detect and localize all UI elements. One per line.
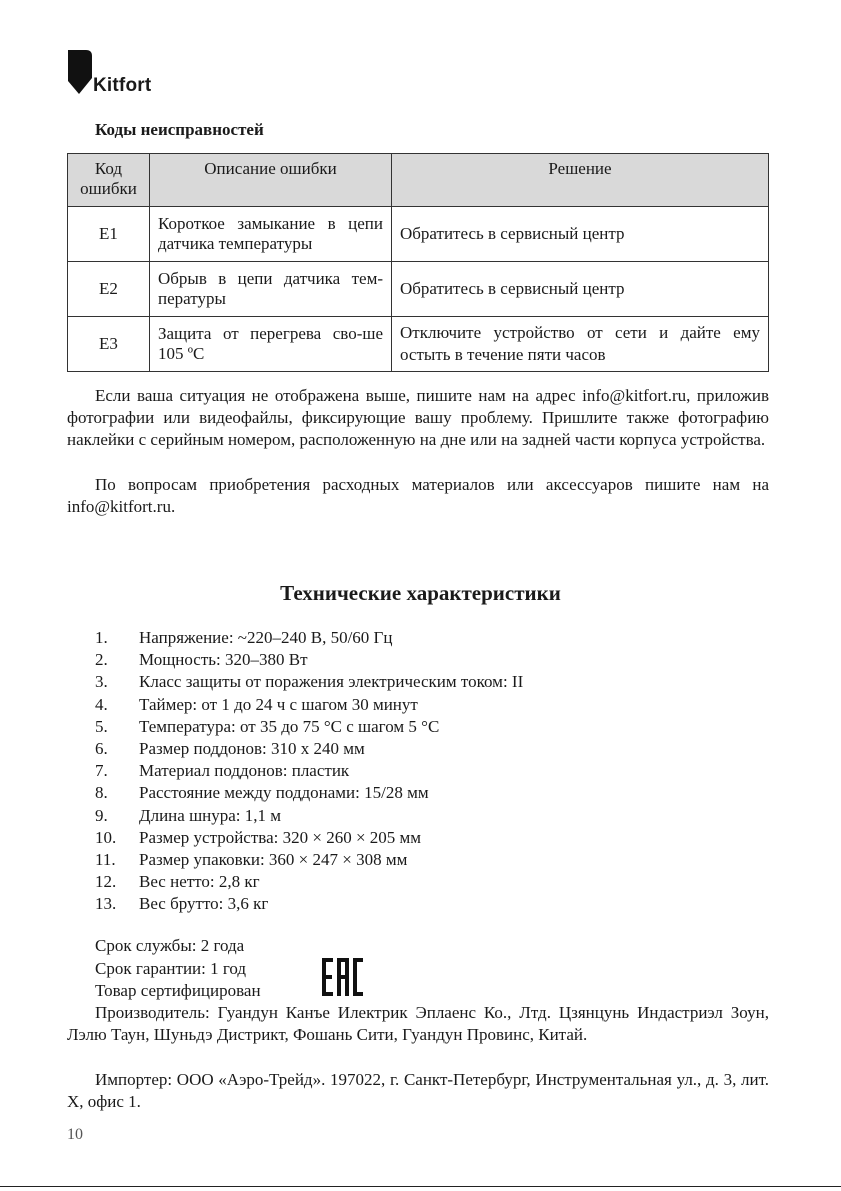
item-number: 4.: [95, 694, 108, 714]
item-number: 5.: [95, 716, 108, 736]
item-number: 8.: [95, 783, 108, 803]
errors-heading: Коды неисправностей: [95, 120, 264, 139]
item-number: 11.: [95, 850, 116, 870]
list-item: [95, 671, 523, 693]
list-item: [95, 716, 523, 738]
column-header-solution: Решение: [392, 154, 769, 207]
error-codes-table: [67, 153, 769, 372]
certified-note: Товар сертифицирован: [95, 981, 261, 1000]
list-item: [95, 738, 523, 760]
item-number: 7.: [95, 761, 108, 781]
brand-name: Kitfort: [93, 75, 152, 96]
list-item: [95, 893, 523, 915]
contact-paragraph: Если ваша ситуация не отображена выше, пишите нам на адрес info@kitfort.ru, приложив фотографии или видеофайлы, фиксирующие вашу проблему. Пришлите также фотографию наклейки с серийным номером, расположенную на дне или на задней части корпуса устройства.: [67, 386, 769, 450]
item-text: Класс защиты от поражения электрическим током: II: [139, 672, 524, 692]
bottom-border-line: [0, 1186, 841, 1187]
accessories-paragraph: По вопросам приобретения расходных материалов или аксессуаров пишите нам на info@kitfort.ru.: [67, 475, 769, 517]
manufacturer-paragraph: Производитель: Гуандун Канъе Илектрик Эплаенс Ко., Лтд. Цзянцунь Индастриэл Зоун, Лэлю Таун, Шуньдэ Дистрикт, Фошань Сити, Гуандун Провинс, Китай.: [67, 1003, 769, 1045]
list-item: [95, 694, 523, 716]
item-text: Вес брутто: 3,6 кг: [139, 894, 269, 914]
error-solution: Отключите устройство от сети и дайте ему остыть в течение пяти часов: [392, 317, 769, 372]
error-code: E1: [68, 207, 150, 262]
specs-title: Технические характеристики: [280, 581, 561, 605]
item-number: 6.: [95, 739, 108, 759]
column-header-code: Код ошибки: [68, 154, 150, 207]
item-text: Температура: от 35 до 75 °C с шагом 5 °C: [139, 716, 440, 736]
item-text: Размер устройства: 320 × 260 × 205 мм: [139, 827, 422, 847]
list-item: [95, 782, 523, 804]
item-text: Мощность: 320–380 Вт: [139, 650, 308, 670]
page-number: 10: [67, 1126, 83, 1143]
kitfort-logo: [67, 48, 167, 98]
table-row: [68, 317, 769, 372]
list-item: [95, 871, 523, 893]
error-description: Защита от перегрева сво-ше 105 ºC: [150, 317, 392, 372]
error-solution: Обратитесь в сервисный центр: [392, 207, 769, 262]
item-text: Материал поддонов: пластик: [139, 761, 350, 781]
error-description: Короткое замыкание в цепи датчика температуры: [150, 207, 392, 262]
item-text: Размер упаковки: 360 × 247 × 308 мм: [139, 850, 408, 870]
item-text: Вес нетто: 2,8 кг: [139, 872, 260, 892]
item-number: 1.: [95, 628, 108, 647]
table-row: [68, 262, 769, 317]
item-number: 10.: [95, 827, 117, 847]
table-row: [68, 207, 769, 262]
item-text: Напряжение: ~220–240 В, 50/60 Гц: [139, 628, 393, 647]
column-header-description: Описание ошибки: [150, 154, 392, 207]
error-description: Обрыв в цепи датчика тем-пературы: [150, 262, 392, 317]
error-code: E3: [68, 317, 150, 372]
error-solution: Обратитесь в сервисный центр: [392, 262, 769, 317]
list-item: [95, 805, 523, 827]
table-header-row: [68, 154, 769, 207]
item-number: 12.: [95, 872, 117, 892]
list-item: [95, 760, 523, 782]
service-life: Срок службы: 2 года: [95, 936, 245, 955]
item-number: 9.: [95, 805, 108, 825]
specs-list: [95, 627, 523, 916]
item-text: Размер поддонов: 310 х 240 мм: [139, 739, 365, 759]
eac-certification-mark: [322, 958, 364, 996]
list-item: [95, 649, 523, 671]
item-text: Расстояние между поддонами: 15/28 мм: [139, 783, 429, 803]
item-number: 2.: [95, 650, 108, 670]
list-item: [95, 627, 523, 649]
importer-paragraph: Импортер: ООО «Аэро-Трейд». 197022, г. Санкт-Петербург, Инструментальная ул., д. 3, лит. Х, офис 1.: [67, 1070, 769, 1112]
error-code: E2: [68, 262, 150, 317]
item-text: Таймер: от 1 до 24 ч с шагом 30 минут: [139, 694, 418, 714]
logo-mark-icon: [67, 48, 93, 96]
item-text: Длина шнура: 1,1 м: [139, 805, 282, 825]
warranty-period: Срок гарантии: 1 год: [95, 959, 247, 978]
item-number: 3.: [95, 672, 108, 692]
list-item: [95, 849, 523, 871]
list-item: [95, 827, 523, 849]
item-number: 13.: [95, 894, 117, 914]
